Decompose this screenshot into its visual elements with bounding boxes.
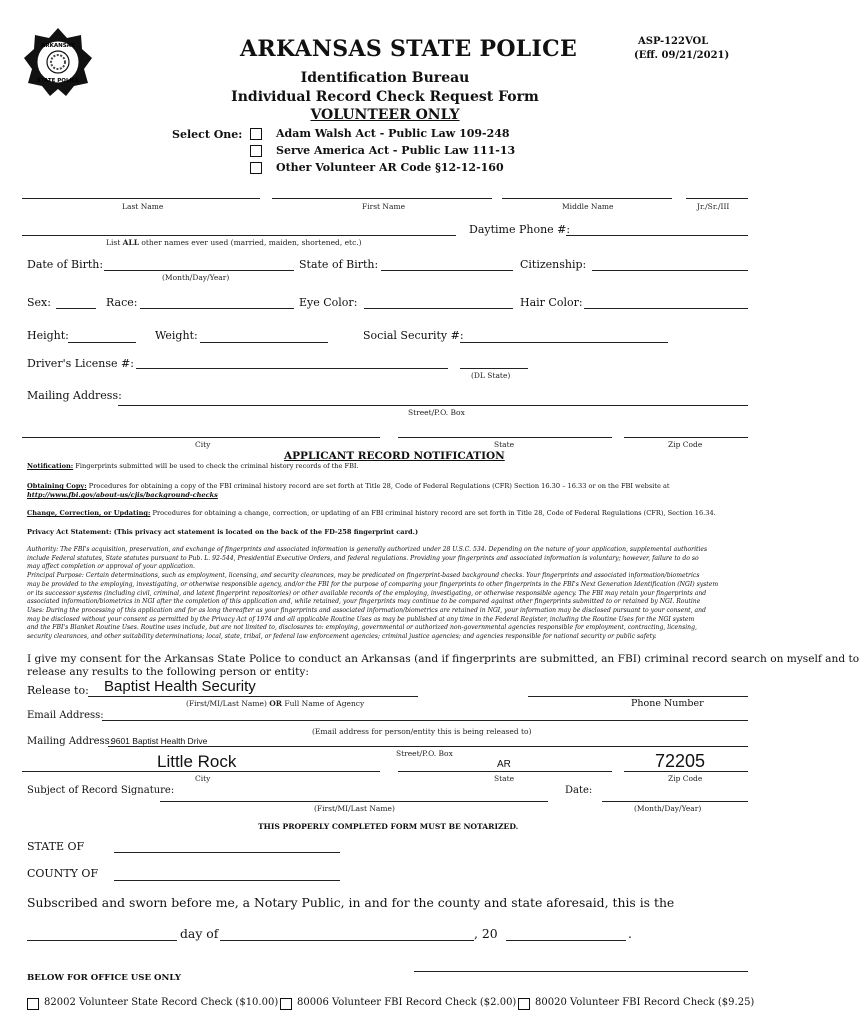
hair-color-field[interactable] [584, 308, 748, 309]
signature-field[interactable] [160, 801, 548, 802]
eye-color-field[interactable] [364, 308, 513, 309]
checkbox-serve-america[interactable] [250, 145, 262, 157]
comma-20-label: , 20 [474, 926, 498, 941]
subtitle-form-name: Individual Record Check Request Form [231, 89, 539, 105]
option-adam-walsh: Adam Walsh Act - Public Law 109-248 [276, 127, 510, 140]
state-police-seal [22, 26, 94, 98]
release-to-label: Release to: [27, 684, 89, 697]
notarize-notice: THIS PROPERLY COMPLETED FORM MUST BE NOTARIZED. [258, 822, 519, 831]
citizenship-field[interactable] [592, 270, 748, 271]
option-82002: 82002 Volunteer State Record Check ($10.00) [44, 997, 279, 1008]
suffix-field[interactable] [686, 198, 748, 199]
height-field[interactable] [68, 342, 136, 343]
height-label: Height: [27, 329, 69, 342]
release-city-caption: City [195, 774, 211, 783]
checkbox-80006[interactable] [280, 998, 292, 1010]
office-use-line [414, 971, 748, 972]
ssn-label: Social Security #: [363, 329, 464, 342]
dl-state-field[interactable] [460, 368, 528, 369]
month-field[interactable] [220, 940, 474, 941]
city-field[interactable] [22, 437, 380, 438]
last-name-caption: Last Name [122, 202, 164, 211]
checkbox-other-volunteer[interactable] [250, 162, 262, 174]
form-code: ASP-122VOL [638, 36, 709, 47]
first-name-field[interactable] [272, 198, 492, 199]
signature-caption: (First/MI/Last Name) [314, 804, 395, 813]
subtitle-bureau: Identification Bureau [300, 70, 470, 86]
weight-field[interactable] [200, 342, 328, 343]
release-mailing-label: Mailing Address: [27, 736, 114, 747]
option-serve-america: Serve America Act - Public Law 111-13 [276, 144, 516, 157]
weight-label: Weight: [155, 329, 198, 342]
last-name-field[interactable] [22, 198, 260, 199]
county-of-field[interactable] [114, 880, 340, 881]
subtitle-volunteer: VOLUNTEER ONLY [310, 107, 460, 123]
release-to-field [88, 696, 418, 697]
form-effective-date: (Eff. 09/21/2021) [634, 50, 730, 61]
zip-caption: Zip Code [668, 440, 703, 449]
checkbox-82002[interactable] [27, 998, 39, 1010]
date-field[interactable] [602, 801, 748, 802]
citizenship-label: Citizenship: [520, 258, 587, 271]
checkbox-80020[interactable] [518, 998, 530, 1010]
state-of-birth-label: State of Birth: [299, 258, 379, 271]
release-state-field [398, 771, 612, 772]
change-correction-paragraph: Change, Correction, or Updating: Procedures for obtaining a change, correction, or updating of an FBI criminal history record are set forth in Title 28, Code of Federal Regulations (CFR), Section 16.34. [27, 509, 716, 517]
release-zip-value[interactable]: 72205 [655, 751, 706, 771]
dob-caption: (Month/Day/Year) [162, 273, 230, 282]
email-label: Email Address: [27, 710, 104, 721]
svg-text:STATE POLICE: STATE POLICE [36, 78, 80, 84]
release-mailing-value[interactable]: 9601 Baptist Health Drive [111, 736, 208, 746]
release-zip-field [624, 771, 748, 772]
drivers-license-label: Driver's License #: [27, 357, 134, 370]
state-of-field[interactable] [114, 852, 340, 853]
dl-state-caption: (DL State) [471, 371, 511, 380]
race-field[interactable] [140, 308, 294, 309]
dob-field[interactable] [104, 270, 294, 271]
svg-text:ARKANSAS: ARKANSAS [41, 43, 75, 49]
fbi-website-link[interactable]: http://www.fbi.gov/about-us/cjis/background-checks [27, 491, 218, 499]
zip-field[interactable] [624, 437, 748, 438]
ssn-field[interactable] [460, 342, 668, 343]
sex-field[interactable] [56, 308, 96, 309]
checkbox-adam-walsh[interactable] [250, 128, 262, 140]
daytime-phone-label: Daytime Phone #: [469, 223, 571, 236]
release-city-value[interactable]: Little Rock [157, 752, 237, 771]
first-name-caption: First Name [362, 202, 406, 211]
release-street-field [108, 746, 748, 747]
notification-heading: APPLICANT RECORD NOTIFICATION [284, 450, 505, 462]
release-zip-caption: Zip Code [668, 774, 703, 783]
release-to-caption: (First/MI/Last Name) OR Full Name of Agency [186, 699, 365, 708]
day-field[interactable] [27, 940, 177, 941]
sworn-period: . [628, 926, 632, 941]
option-other-volunteer: Other Volunteer AR Code §12-12-160 [276, 161, 504, 174]
other-names-field[interactable] [22, 235, 456, 236]
year-field[interactable] [506, 940, 626, 941]
release-to-value[interactable]: Baptist Health Security [104, 678, 256, 695]
other-names-caption: List ALL other names ever used (married, maiden, shortened, etc.) [106, 238, 362, 247]
consent-line-2: release any results to the following person or entity: [27, 666, 309, 678]
option-80020: 80020 Volunteer FBI Record Check ($9.25) [535, 997, 755, 1008]
drivers-license-field[interactable] [136, 368, 448, 369]
email-caption: (Email address for person/entity this is being released to) [312, 727, 532, 736]
race-label: Race: [106, 296, 138, 309]
notification-paragraph: Notification: Fingerprints submitted will be used to check the criminal history records of the FBI. [27, 462, 359, 470]
state-of-label: STATE OF [27, 840, 85, 853]
date-caption: (Month/Day/Year) [634, 804, 702, 813]
release-state-caption: State [494, 774, 515, 783]
release-state-value[interactable]: AR [497, 759, 511, 770]
form-title: ARKANSAS STATE POLICE [240, 36, 578, 62]
obtaining-copy-paragraph: Obtaining Copy: Procedures for obtaining a copy of the FBI criminal history record are set forth at Title 28, Code of Federal Regulations (CFR) Section 16.30 – 16.33 or on the FBI website at [27, 482, 670, 490]
state-caption: State [494, 440, 515, 449]
phone-number-field[interactable] [528, 696, 748, 697]
state-field[interactable] [398, 437, 612, 438]
eye-color-label: Eye Color: [299, 296, 358, 309]
middle-name-caption: Middle Name [562, 202, 614, 211]
select-one-label: Select One: [172, 128, 243, 141]
middle-name-field[interactable] [502, 198, 672, 199]
signature-label: Subject of Record Signature: [27, 785, 175, 796]
day-of-label: day of [180, 926, 219, 941]
consent-line-1: I give my consent for the Arkansas State Police to conduct an Arkansas (and if fingerprints are submitted, an FBI) criminal record search on myself and to [27, 653, 859, 665]
privacy-act-statement: Privacy Act Statement: (This privacy act statement is located on the back of the FD-258 fingerprint card.) [27, 528, 419, 536]
office-use-heading: BELOW FOR OFFICE USE ONLY [27, 973, 182, 983]
sex-label: Sex: [27, 296, 51, 309]
suffix-caption: Jr./Sr./III [697, 202, 730, 211]
mailing-address-label: Mailing Address: [27, 389, 122, 402]
dob-label: Date of Birth: [27, 258, 104, 271]
option-80006: 80006 Volunteer FBI Record Check ($2.00) [297, 997, 517, 1008]
street-caption: Street/P.O. Box [408, 408, 465, 417]
sworn-statement: Subscribed and sworn before me, a Notary Public, in and for the county and state aforesaid, this is the [27, 895, 675, 910]
hair-color-label: Hair Color: [520, 296, 583, 309]
state-of-birth-field[interactable] [381, 270, 513, 271]
phone-number-caption: Phone Number [631, 698, 704, 709]
street-field[interactable] [118, 405, 748, 406]
email-field[interactable] [102, 720, 748, 721]
daytime-phone-field[interactable] [566, 235, 748, 236]
release-city-field [22, 771, 380, 772]
release-street-caption: Street/P.O. Box [396, 749, 453, 758]
county-of-label: COUNTY OF [27, 867, 99, 880]
authority-text: Authority: The FBI's acquisition, preservation, and exchange of fingerprints and associated information is generally authorized under 28 U.S.C. 534. Depending on the nature of your application, supplemental authorities include Federal statutes, State statutes pursuant to Pub. L. 92-544, Presidential Executive Orders, and federal regulations. Providing your fingerprints and associated information is voluntary; however, failure to do so may affect completion or approval of your application. Principal Purpose: Certain determinations, such as employment, licensing, and security clearances, may be predicated on fingerprint-based background checks. Your fingerprints and associated information/biometrics may be provided to the employing, investigating, or otherwise responsible agency, and/or the FBI for the purpose of comparing your fingerprints to other fingerprints in the FBI's Next Generation Identification (NGI) system or its successor systems (including civil, criminal, and latent fingerprint repositories) or other available records of the employing, investigating, or otherwise responsible agency. The FBI may retain your fingerprints and associated information/biometrics in NGI after the completion of this application and, while retained, your fingerprints may continue to be compared against other fingerprints submitted to or retained by NGI. Routine Uses: During the processing of this application and for as long thereafter as your fingerprints and associated information/biometrics are retained in NGI, your information may be disclosed pursuant to your consent, and may be disclosed without your consent as permitted by the Privacy Act of 1974 and all applicable Routine Uses as may be published at any time in the Federal Register, including the Routine Uses for the NGI system and the FBI's Blanket Routine Uses. Routine uses include, but are not limited to, disclosures to: employing, governmental or authorized non-governmental agencies responsible for employment, contracting, licensing, security clearances, and other suitability determinations; local, state, tribal, or federal law enforcement agencies; criminal justice agencies; and agencies responsible for national security or public safety. [27, 546, 719, 641]
city-caption: City [195, 440, 211, 449]
date-label: Date: [565, 785, 593, 796]
